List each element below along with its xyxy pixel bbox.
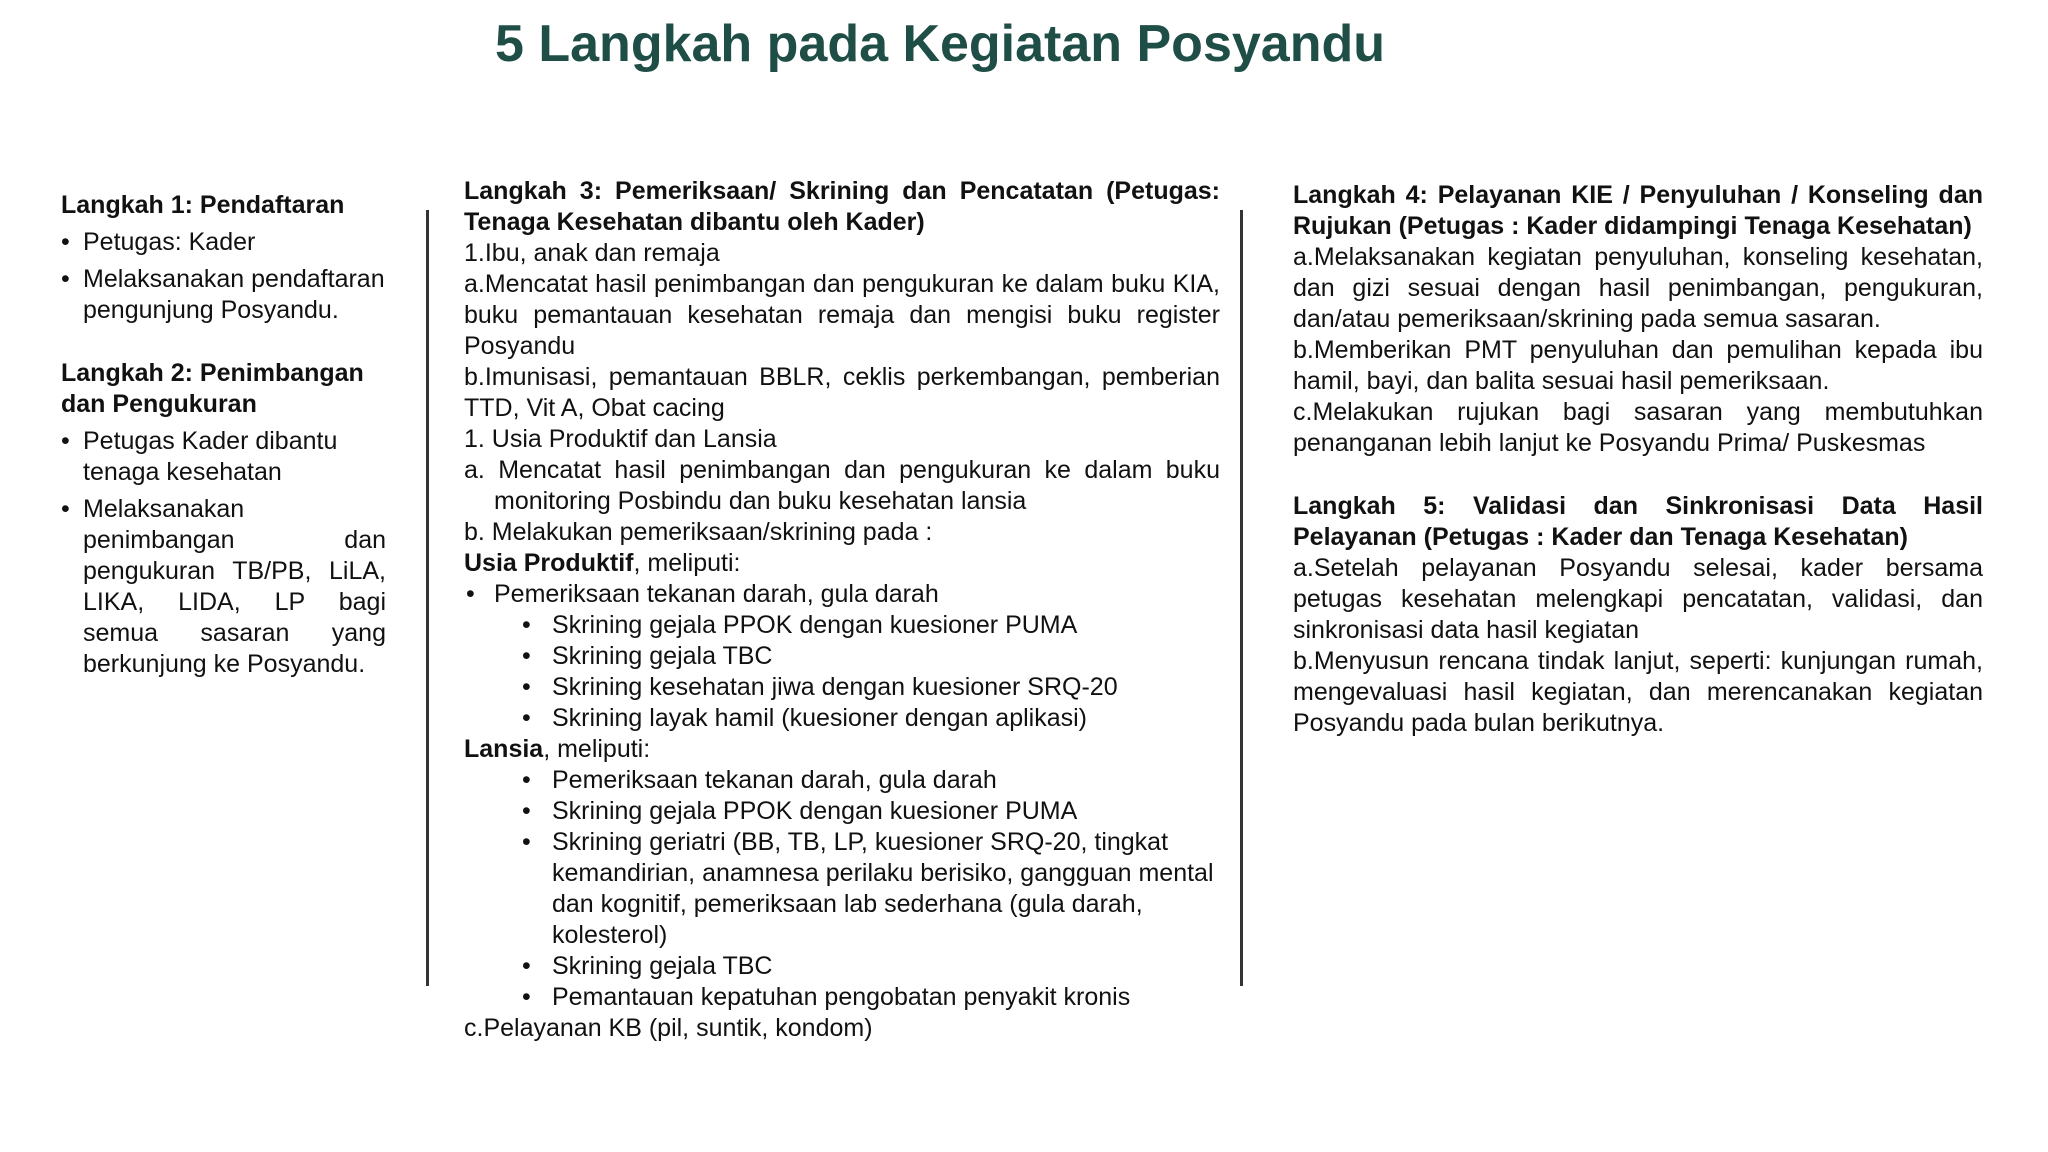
steps-1-2-column (61, 190, 386, 680)
step-4-item-b: b.Memberikan PMT penyuluhan dan pemulihan kepada ibu hamil, bayi, dan balita sesuai hasil pemeriksaan. (1293, 336, 1983, 395)
usia-produktif-label: Usia Produktif, meliputi: (464, 549, 741, 577)
step-3-line-a: a.Mencatat hasil penimbangan dan pengukuran ke dalam buku KIA, buku pemantauan kesehatan remaja dan mengisi buku register Posyandu (464, 270, 1220, 360)
step-3-column (464, 176, 1220, 1044)
step-2-heading: Langkah 2: Penimbangan dan Pengukuran (61, 359, 364, 418)
lansia-sub-item: • Skrining gejala TBC (464, 951, 1220, 982)
step-2-task: • Melaksanakan penimbangan dan pengukuran TB/PB, LiLA, LIKA, LIDA, LP bagi semua sasaran yang berkunjung ke Posyandu. (61, 494, 386, 680)
usia-produktif-sub-item: • Skrining kesehatan jiwa dengan kuesioner SRQ-20 (464, 672, 1220, 703)
step-4-heading: Langkah 4: Pelayanan KIE / Penyuluhan / Konseling dan Rujukan (Petugas : Kader didampingi Tenaga Kesehatan) (1293, 181, 1983, 240)
step-3-line-1: 1.Ibu, anak dan remaja (464, 239, 720, 267)
usia-produktif-sub-item: • Skrining gejala PPOK dengan kuesioner PUMA (464, 610, 1220, 641)
step-3-line-b: b.Imunisasi, pemantauan BBLR, ceklis perkembangan, pemberian TTD, Vit A, Obat cacing (464, 363, 1220, 422)
step-3-line-c: c.Pelayanan KB (pil, suntik, kondom) (464, 1014, 873, 1042)
column-divider-left (426, 210, 429, 986)
step-5-heading: Langkah 5: Validasi dan Sinkronisasi Data Hasil Pelayanan (Petugas : Kader dan Tenaga Kesehatan) (1293, 492, 1983, 551)
usia-produktif-item: • Pemeriksaan tekanan darah, gula darah (464, 579, 1220, 610)
page-title: 5 Langkah pada Kegiatan Posyandu (495, 15, 1385, 73)
step-4-item-c: c.Melakukan rujukan bagi sasaran yang membutuhkan penanganan lebih lanjut ke Posyandu Prima/ Puskesmas (1293, 398, 1983, 457)
step-1-heading: Langkah 1: Pendaftaran (61, 191, 345, 219)
step-3-line-2: 1. Usia Produktif dan Lansia (464, 425, 777, 453)
step-3-line-2a: a. Mencatat hasil penimbangan dan pengukuran ke dalam buku monitoring Posbindu dan buku kesehatan lansia (464, 456, 1220, 515)
lansia-sub-item: • Skrining gejala PPOK dengan kuesioner PUMA (464, 796, 1220, 827)
usia-produktif-sub-item: • Skrining layak hamil (kuesioner dengan aplikasi) (464, 703, 1220, 734)
lansia-sub-item: • Skrining geriatri (BB, TB, LP, kuesioner SRQ-20, tingkat kemandirian, anamnesa perilaku berisiko, gangguan mental dan kognitif, pemeriksaan lab sederhana (gula darah, kolesterol) (464, 827, 1220, 951)
step-4-item-a: a.Melaksanakan kegiatan penyuluhan, konseling kesehatan, dan gizi sesuai dengan hasil penimbangan, pengukuran, dan/atau pemeriksaan/skrining pada semua sasaran. (1293, 243, 1983, 333)
lansia-label: Lansia, meliputi: (464, 735, 651, 763)
column-divider-right (1240, 210, 1243, 986)
step-1-officer: • Petugas: Kader (61, 227, 386, 258)
step-3-line-2b: b. Melakukan pemeriksaan/skrining pada : (464, 518, 933, 546)
usia-produktif-sub-item: • Skrining gejala TBC (464, 641, 1220, 672)
step-2-officer: • Petugas Kader dibantu tenaga kesehatan (61, 426, 386, 488)
step-1-task: • Melaksanakan pendaftaran pengunjung Posyandu. (61, 264, 386, 326)
step-5-item-b: b.Menyusun rencana tindak lanjut, seperti: kunjungan rumah, mengevaluasi hasil kegiatan, dan merencanakan kegiatan Posyandu pada bulan berikutnya. (1293, 647, 1983, 737)
step-3-heading: Langkah 3: Pemeriksaan/ Skrining dan Pencatatan (Petugas: Tenaga Kesehatan dibantu oleh Kader) (464, 177, 1220, 236)
lansia-sub-item: • Pemeriksaan tekanan darah, gula darah (464, 765, 1220, 796)
steps-4-5-column (1293, 180, 1983, 739)
lansia-sub-item: • Pemantauan kepatuhan pengobatan penyakit kronis (464, 982, 1220, 1013)
step-5-item-a: a.Setelah pelayanan Posyandu selesai, kader bersama petugas kesehatan melengkapi pencatatan, validasi, dan sinkronisasi data hasil kegiatan (1293, 554, 1983, 644)
